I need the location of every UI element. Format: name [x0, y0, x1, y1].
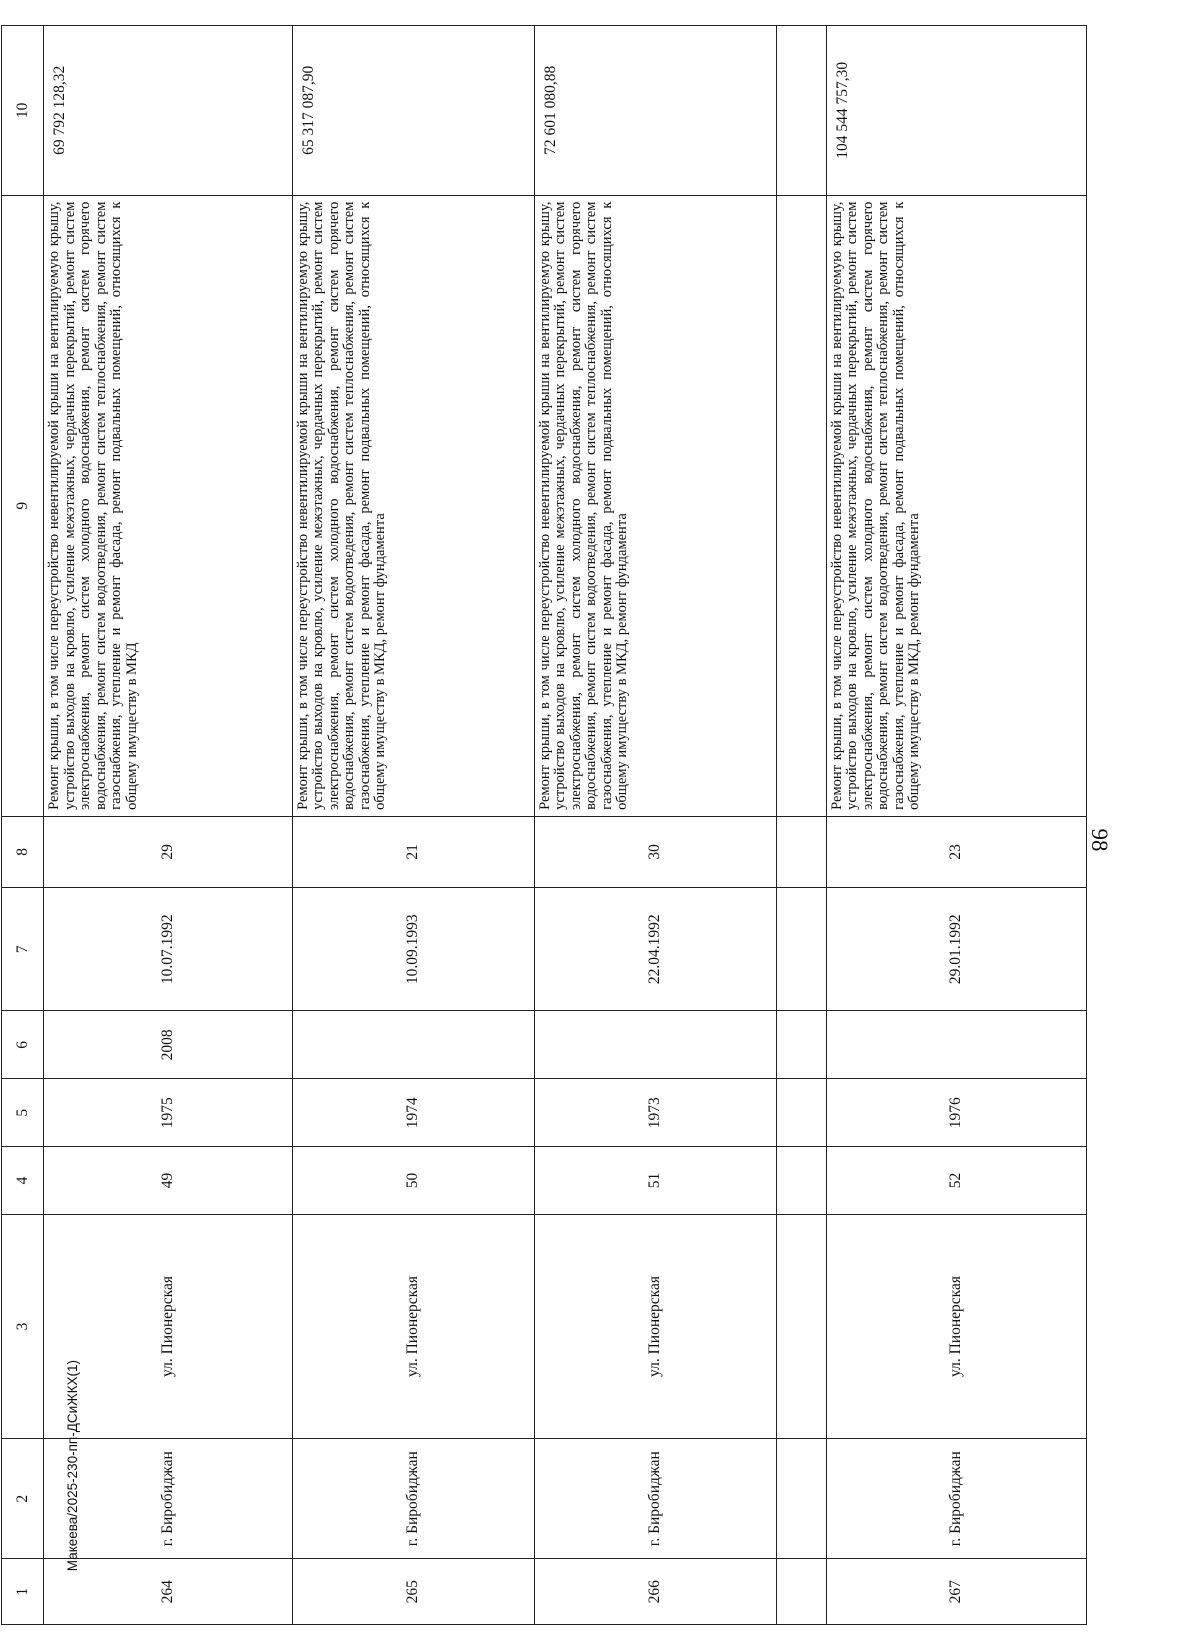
column-number: 5 — [2, 1079, 44, 1147]
empty-cell — [776, 195, 826, 816]
repair-table — [1, 25, 1087, 1625]
year-repair-cell — [292, 1011, 534, 1079]
house-cell: 51 — [534, 1147, 776, 1215]
year-built-cell: 1975 — [44, 1079, 292, 1147]
document-footer: Макеева/2025-230-пп-ДСиЖКХ(1) — [65, 1360, 80, 1572]
street-cell: ул. Пионерская — [292, 1214, 534, 1438]
sum-cell: 104 544 757,30 — [826, 26, 1086, 196]
column-number: 10 — [2, 26, 44, 196]
column-number: 8 — [2, 816, 44, 887]
empty-cell — [776, 26, 826, 196]
row-number: 265 — [292, 1559, 534, 1625]
column-number: 7 — [2, 887, 44, 1011]
year-built-cell: 1974 — [292, 1079, 534, 1147]
sum-cell: 69 792 128,32 — [44, 26, 292, 196]
header-row — [2, 26, 44, 1625]
column-number: 2 — [2, 1439, 44, 1559]
table-row — [826, 26, 1086, 1625]
street-cell: ул. Пионерская — [44, 1214, 292, 1438]
year-built-cell: 1976 — [826, 1079, 1086, 1147]
row-number: 266 — [534, 1559, 776, 1625]
city-cell: г. Биробиджан — [292, 1439, 534, 1559]
date-cell: 29.01.1992 — [826, 887, 1086, 1011]
works-cell: Ремонт крыши, в том числе переустройство невентилируемой крыши на вентилируемую крышу, устройство выходов на кровлю, усиление межэтажных, чердачных перекрытий, ремонт систем электроснабжения, ремонт систем холодного водоснабжения, ремонт систем горячего водоснабжения, ремонт систем водоотведения, ремонт систем теплоснабжения, ремонт систем газоснабжения, утепление и ремонт фасада, ремонт подвальных помещений, относящихся к общему имуществу в МКД, ремонт фундамента — [292, 195, 534, 816]
table-row — [44, 26, 292, 1625]
sum-cell: 65 317 087,90 — [292, 26, 534, 196]
column-number: 1 — [2, 1559, 44, 1625]
street-cell: ул. Пионерская — [826, 1214, 1086, 1438]
year-repair-cell: 2008 — [44, 1011, 292, 1079]
city-cell: г. Биробиджан — [826, 1439, 1086, 1559]
works-cell: Ремонт крыши, в том числе переустройство невентилируемой крыши на вентилируемую крышу, устройство выходов на кровлю, усиление межэтажных, чердачных перекрытий, ремонт систем электроснабжения, ремонт систем холодного водоснабжения, ремонт систем горячего водоснабжения, ремонт систем водоотведения, ремонт систем теплоснабжения, ремонт систем газоснабжения, утепление и ремонт фасада, ремонт подвальных помещений, относящихся к общему имуществу в МКД, ремонт фундамента — [534, 195, 776, 816]
column-number: 9 — [2, 195, 44, 816]
house-cell: 50 — [292, 1147, 534, 1215]
sum-cell: 72 601 080,88 — [534, 26, 776, 196]
works-cell: Ремонт крыши, в том числе переустройство невентилируемой крыши на вентилируемую крышу, устройство выходов на кровлю, усиление межэтажных, чердачных перекрытий, ремонт систем электроснабжения, ремонт систем холодного водоснабжения, ремонт систем горячего водоснабжения, ремонт систем водоотведения, ремонт систем теплоснабжения, ремонт систем газоснабжения, утепление и ремонт фасада, ремонт подвальных помещений, относящихся к общему имуществу в МКД — [44, 195, 292, 816]
row-number: 267 — [826, 1559, 1086, 1625]
column-number: 4 — [2, 1147, 44, 1215]
empty-cell — [776, 1559, 826, 1625]
year-repair-cell — [534, 1011, 776, 1079]
column8-cell: 23 — [826, 816, 1086, 887]
date-cell: 10.09.1993 — [292, 887, 534, 1011]
date-cell: 10.07.1992 — [44, 887, 292, 1011]
column8-cell: 29 — [44, 816, 292, 887]
empty-row — [776, 26, 826, 1625]
column8-cell: 21 — [292, 816, 534, 887]
house-cell: 52 — [826, 1147, 1086, 1215]
empty-cell — [776, 1439, 826, 1559]
empty-cell — [776, 887, 826, 1011]
city-cell: г. Биробиджан — [534, 1439, 776, 1559]
street-cell: ул. Пионерская — [534, 1214, 776, 1438]
column8-cell: 30 — [534, 816, 776, 887]
table-row — [292, 26, 534, 1625]
column-number: 3 — [2, 1214, 44, 1438]
empty-cell — [776, 1079, 826, 1147]
row-number: 264 — [44, 1559, 292, 1625]
city-cell: г. Биробиджан — [44, 1439, 292, 1559]
table-row — [534, 26, 776, 1625]
works-cell: Ремонт крыши, в том числе переустройство невентилируемой крыши на вентилируемую крышу, устройство выходов на кровлю, усиление межэтажных, чердачных перекрытий, ремонт систем электроснабжения, ремонт систем холодного водоснабжения, ремонт систем горячего водоснабжения, ремонт систем водоотведения, ремонт систем теплоснабжения, ремонт систем газоснабжения, утепление и ремонт фасада, ремонт подвальных помещений, относящихся к общему имуществу в МКД, ремонт фундамента — [826, 195, 1086, 816]
year-built-cell: 1973 — [534, 1079, 776, 1147]
page-number: 98 — [1087, 828, 1112, 852]
year-repair-cell — [826, 1011, 1086, 1079]
date-cell: 22.04.1992 — [534, 887, 776, 1011]
house-cell: 49 — [44, 1147, 292, 1215]
column-number: 6 — [2, 1011, 44, 1079]
empty-cell — [776, 816, 826, 887]
empty-cell — [776, 1011, 826, 1079]
empty-cell — [776, 1214, 826, 1438]
empty-cell — [776, 1147, 826, 1215]
